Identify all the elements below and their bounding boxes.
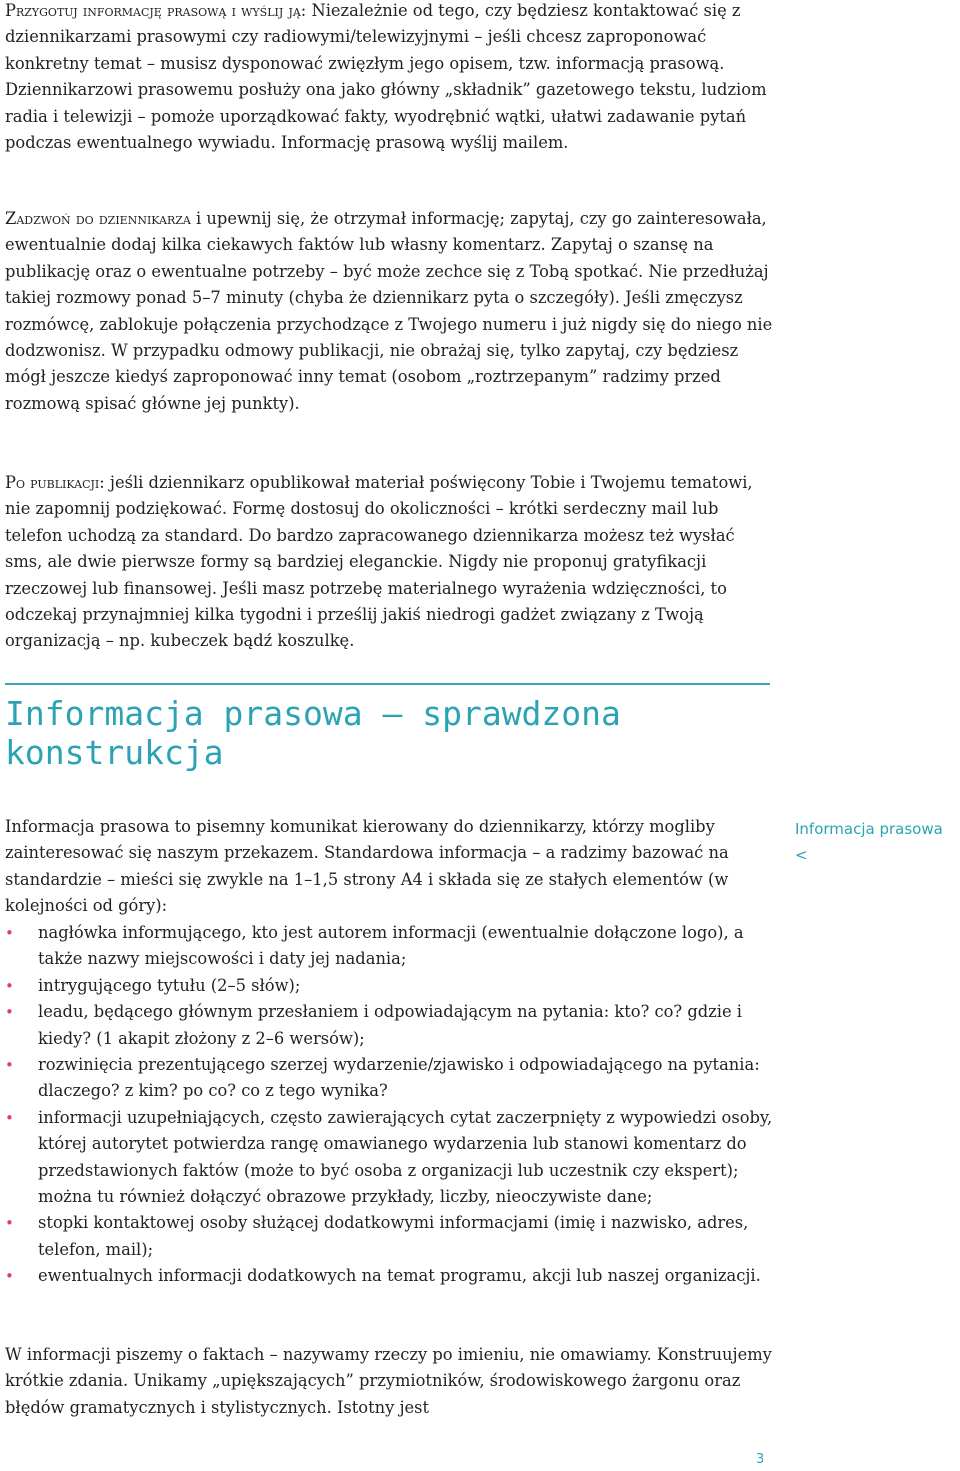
- section-intro: Informacja prasowa to pisemny komunikat kierowany do dziennikarzy, którzy mogliby zainteresować się naszym przekazem. Standardowa informacja – a radzimy bazować na standardzie – mieści się zwykle na 1–1,5 strony A4 i składa się ze stałych elementów (w kolejności od góry):: [5, 817, 729, 916]
- list-item: • stopki kontaktowej osoby służącej dodatkowymi informacjami (imię i nazwisko, adres, telefon, mail);: [5, 1210, 775, 1263]
- section-divider: [5, 683, 770, 685]
- paragraph-text: Niezależnie od tego, czy będziesz kontaktować się z dziennikarzami prasowymi czy radiowymi/telewizyjnymi – jeśli chcesz zaproponować konkretny temat – musisz dysponować zwięzłym jego opisem, tzw. informacją prasową. Dziennikarzowi prasowemu posłuży ona jako główny „składnik” gazetowego tekstu, ludziom radia i telewizji – pomoże uporządkować fakty, wyodrębnić wątki, ułatwi zadawanie pytań podczas ewentualnego wywiadu. Informację prasową wyślij mailem.: [5, 1, 767, 153]
- list-item: • rozwinięcia prezentującego szerzej wydarzenie/zjawisko i odpowiadającego na pytania: dlaczego? z kim? po co? co z tego wynika?: [5, 1052, 775, 1105]
- section-heading: Informacja prasowa – sprawdzona konstrukcja: [5, 694, 621, 772]
- element-list: [5, 920, 775, 1290]
- paragraph-lead: Zadzwoń do dziennikarza: [5, 209, 191, 228]
- bullet-icon: •: [5, 1214, 14, 1233]
- paragraph-press-release: [5, 0, 775, 156]
- list-item: • nagłówka informującego, kto jest autorem informacji (ewentualnie dołączone logo), a także nazwy miejscowości i daty jej nadania;: [5, 920, 775, 973]
- sidenote: [795, 816, 960, 869]
- paragraph-lead: Po publikacji:: [5, 473, 105, 492]
- bullet-icon: •: [5, 976, 14, 995]
- list-item: • leadu, będącego głównym przesłaniem i odpowiadającym na pytania: kto? co? gdzie i kiedy? (1 akapit złożony z 2–6 wersów);: [5, 999, 775, 1052]
- list-item: • intrygującego tytułu (2–5 słów);: [5, 973, 775, 999]
- sidenote-title: Informacja prasowa: [795, 820, 943, 838]
- list-item: • ewentualnych informacji dodatkowych na temat programu, akcji lub naszej organizacji.: [5, 1263, 775, 1289]
- page-number: 3: [756, 1452, 765, 1467]
- paragraph-call-journalist: [5, 206, 775, 417]
- bullet-icon: •: [5, 924, 14, 942]
- bullet-icon: •: [5, 1267, 14, 1286]
- list-item: • informacji uzupełniających, często zawierających cytat zaczerpnięty z wypowiedzi osoby, której autorytet potwierdza rangę omawianego wydarzenia lub stanowi komentarz do przedstawionych faktów (może to być osoba z organizacji lub uczestnik czy ekspert); można tu również dołączyć obrazowe przykłady, liczby, nieoczywiste dane;: [5, 1105, 775, 1211]
- paragraph-after-publication: [5, 470, 775, 655]
- bullet-icon: •: [5, 1003, 14, 1022]
- bullet-icon: •: [5, 1056, 14, 1075]
- paragraph-text: i upewnij się, że otrzymał informację; zapytaj, czy go zainteresowała, ewentualnie dodaj kilka ciekawych faktów lub własny komentarz. Zapytaj o szansę na publikację oraz o ewentualne potrzeby – być może zechce się z Tobą spotkać. Nie przedłużaj takiej rozmowy ponad 5–7 minuty (chyba że dziennikarz pyta o szczegóły). Jeśli zmęczysz rozmówcę, zablokuje połączenia przychodzące z Twojego numeru i już nigdy się do niego nie dodzwonisz. W przypadku odmowy publikacji, nie obrażaj się, tylko zapytaj, czy będziesz mógł jeszcze kiedyś zaproponować inny temat (osobom „roztrzepanym” radzimy przed rozmową spisać główne jej punkty).: [5, 209, 773, 413]
- bullet-icon: •: [5, 1108, 14, 1127]
- paragraph-text: jeśli dziennikarz opublikował materiał poświęcony Tobie i Twojemu tematowi, nie zapomnij podziękować. Formę dostosuj do okoliczności – krótki serdeczny mail lub telefon uchodzą za standard. Do bardzo zapracowanego dziennikarza możesz też wysłać sms, ale dwie pierwsze formy są bardziej eleganckie. Nigdy nie proponuj gratyfikacji rzeczowej lub finansowej. Jeśli masz potrzebę materialnego wyrażenia wdzięczności, to odczekaj przynajmniej kilka tygodni i prześlij jakiś niedrogi gadżet związany z Twoją organizacją – np. kubeczek bądź koszulkę.: [5, 473, 753, 651]
- paragraph-lead: Przygotuj informację prasową i wyślij ją:: [5, 1, 307, 20]
- section-closing: W informacji piszemy o faktach – nazywamy rzeczy po imieniu, nie omawiamy. Konstruujemy krótkie zdania. Unikamy „upiększających” przymiotników, środowiskowego żargonu oraz błędów gramatycznych i stylistycznych. Istotny jest: [5, 1345, 772, 1417]
- sidenote-arrow-icon: <: [795, 846, 808, 865]
